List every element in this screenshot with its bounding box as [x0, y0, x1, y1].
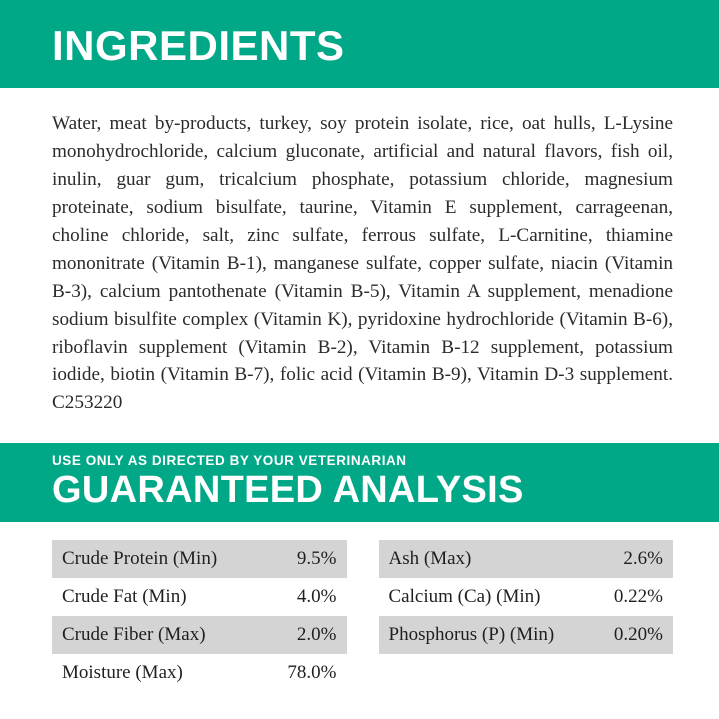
guaranteed-analysis-left-column [52, 540, 347, 692]
nutrient-value: 78.0% [287, 661, 337, 683]
nutrient-value: 2.0% [296, 623, 337, 645]
nutrient-label: Calcium (Ca) (Min) [388, 585, 541, 607]
nutrient-value: 9.5% [296, 547, 337, 569]
table-row [52, 654, 347, 692]
veterinarian-directive-text: USE ONLY AS DIRECTED BY YOUR VETERINARIAN [52, 453, 407, 469]
nutrient-value: 0.20% [613, 623, 663, 645]
table-row [379, 578, 674, 616]
nutrient-label: Crude Protein (Min) [62, 547, 218, 569]
guaranteed-analysis-header-band [0, 443, 719, 522]
guaranteed-analysis-heading: GUARANTEED ANALYSIS [52, 468, 524, 511]
nutrient-label: Crude Fiber (Max) [62, 623, 206, 645]
ingredients-heading: INGREDIENTS [52, 22, 345, 69]
ingredients-body [0, 88, 719, 425]
table-row [52, 616, 347, 654]
nutrient-label: Moisture (Max) [62, 661, 183, 683]
nutrient-value: 2.6% [623, 547, 663, 569]
nutrient-label: Crude Fat (Min) [62, 585, 187, 607]
nutrient-value: 0.22% [613, 585, 663, 607]
table-row [379, 616, 674, 654]
guaranteed-analysis-tables [0, 522, 719, 692]
nutrient-label: Phosphorus (P) (Min) [388, 623, 555, 645]
guaranteed-analysis-right-column [379, 540, 674, 692]
table-row [52, 540, 347, 578]
table-row [379, 540, 674, 578]
nutrient-label: Ash (Max) [388, 547, 472, 569]
ingredients-text: Water, meat by-products, turkey, soy protein isolate, rice, oat hulls, L-Lysine monohydrochloride, calcium gluconate, artificial and natural flavors, fish oil, inulin, guar gum, tricalcium phosphate, potassium chloride, magnesium proteinate, sodium bisulfate, taurine, Vitamin E supplement, carrageenan, choline chloride, salt, zinc sulfate, ferrous sulfate, L-Carnitine, thiamine mononitrate (Vitamin B-1), manganese sulfate, copper sulfate, niacin (Vitamin B-3), calcium pantothenate (Vitamin B-5), Vitamin A supplement, menadione sodium bisulfite complex (Vitamin K), pyridoxine hydrochloride (Vitamin B-6), riboflavin supplement (Vitamin B-2), Vitamin B-12 supplement, potassium iodide, biotin (Vitamin B-7), folic acid (Vitamin B-9), Vitamin D-3 supplement. C253220 [52, 113, 673, 414]
table-row [52, 578, 347, 616]
ingredients-header-band [0, 0, 719, 88]
nutrient-value: 4.0% [296, 585, 337, 607]
